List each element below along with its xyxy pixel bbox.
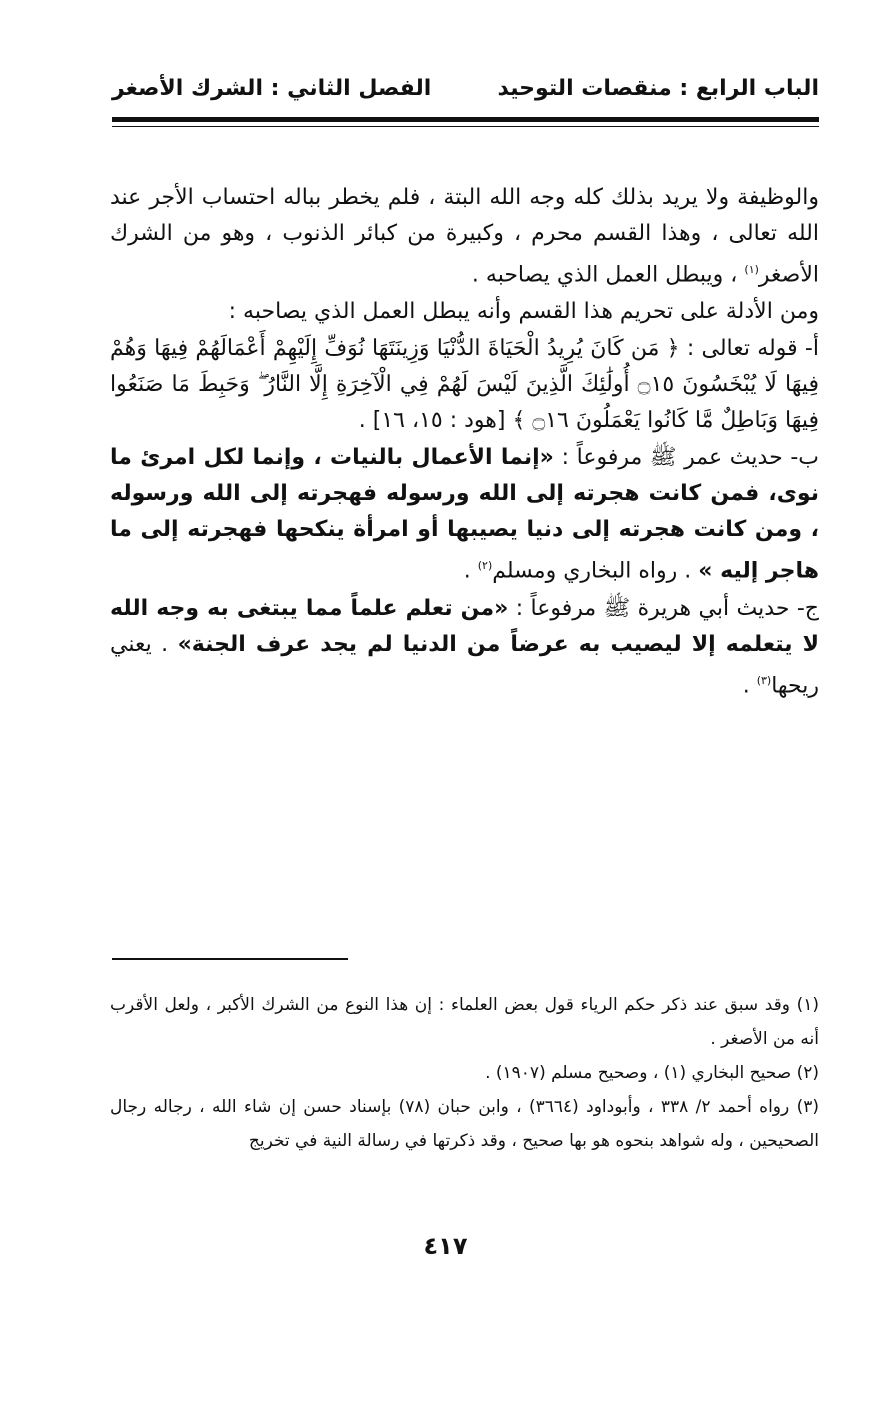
footnote-ref-2: (٢) — [477, 559, 493, 573]
hadith-quote-2: «من تعلم علماً مما يبتغى به وجه الله لا يتعلمه إلا ليصيب به عرضاً من الدنيا لم يجد عرف الجنة» — [110, 595, 819, 657]
main-text — [110, 180, 819, 705]
hadith-quote-1: «إنما الأعمال بالنيات ، وإنما لكل امرئ ما نوى، فمن كانت هجرته إلى الله ورسوله فهجرته إلى الله ورسوله ، ومن كانت هجرته إلى دنيا يصيبها أو امرأة ينكحها فهجرته إلى ما هاجر إليه » — [110, 445, 819, 584]
paragraph-5-end: . — [742, 672, 750, 698]
paragraph-5-lead: ج- حديث أبي هريرة ﷺ مرفوعاً : — [515, 595, 819, 621]
chapter-title: الباب الرابع : منقصات التوحيد — [497, 76, 819, 101]
footnote-separator — [112, 958, 348, 960]
section-title: الفصل الثاني : الشرك الأصغر — [112, 76, 432, 101]
footnote-ref-3: (٣) — [756, 673, 772, 687]
footnote-1: (١) وقد سبق عند ذكر حكم الرياء قول بعض العلماء : إن هذا النوع من الشرك الأكبر ، ولعل الأقرب أنه من الأصغر . — [110, 995, 819, 1049]
paragraph-4-lead: ب- حديث عمر ﷺ مرفوعاً : — [561, 445, 819, 471]
paragraph-4 — [110, 440, 819, 589]
header-rule-thick — [112, 117, 819, 122]
footnote-ref-1: (١) — [744, 263, 759, 276]
running-header — [112, 76, 819, 116]
footnote-3: (٣) رواه أحمد ٢/ ٣٣٨ ، وأبوداود (٣٦٦٤) ، وابن حبان (٧٨) بإسناد حسن إن شاء الله ، رجاله رجال الصحيحين ، وله شواهد بنحوه هو بها صحيح ، وقد ذكرتها في رسالة النية في تخريج — [110, 1097, 819, 1151]
paragraph-3 — [110, 331, 819, 439]
quran-verse: ﴿ مَن كَانَ يُرِيدُ الْحَيَاةَ الدُّنْيَا وَزِينَتَهَا نُوَفِّ إِلَيْهِمْ أَعْمَالَهُمْ فِيهَا وَهُمْ فِيهَا لَا يُبْخَسُونَ ۝١٥ أُولَٰئِكَ الَّذِينَ لَيْسَ لَهُمْ فِي الْآخِرَةِ إِلَّا النَّارُ ۖ وَحَبِطَ مَا صَنَعُوا فِيهَا وَبَاطِلٌ مَّا كَانُوا يَعْمَلُونَ ۝١٦ ﴾ — [110, 336, 820, 434]
paragraph-1-end: ، ويبطل العمل الذي يصاحبه . — [471, 262, 738, 288]
paragraph-5-tail: . يعني ريحها — [110, 631, 819, 698]
paragraph-1 — [110, 180, 819, 293]
paragraph-3-lead: أ- قوله تعالى : — [686, 336, 819, 362]
paragraph-2-text: ومن الأدلة على تحريم هذا القسم وأنه يبطل العمل الذي يصاحبه : — [228, 299, 819, 325]
paragraph-2 — [110, 294, 819, 330]
verse-citation: [هود : ١٥، ١٦] . — [358, 408, 506, 434]
paragraph-4-tail: . رواه البخاري ومسلم — [492, 558, 692, 584]
footnote-2: (٢) صحيح البخاري (١) ، وصحيح مسلم (١٩٠٧) . — [485, 1063, 819, 1083]
paragraph-1-text: والوظيفة ولا يريد بذلك كله وجه الله البتة ، فلم يخطر بباله احتساب الأجر عند الله تعالى ، وهذا القسم محرم ، وكبيرة من كبائر الذنوب ، وهو من الشرك الأصغر — [110, 185, 819, 288]
paragraph-5 — [110, 591, 819, 704]
header-rule-thin — [112, 126, 819, 127]
page-number: ٤١٧ — [423, 1232, 468, 1260]
footnotes — [110, 988, 819, 1158]
paragraph-4-end: . — [463, 558, 471, 584]
